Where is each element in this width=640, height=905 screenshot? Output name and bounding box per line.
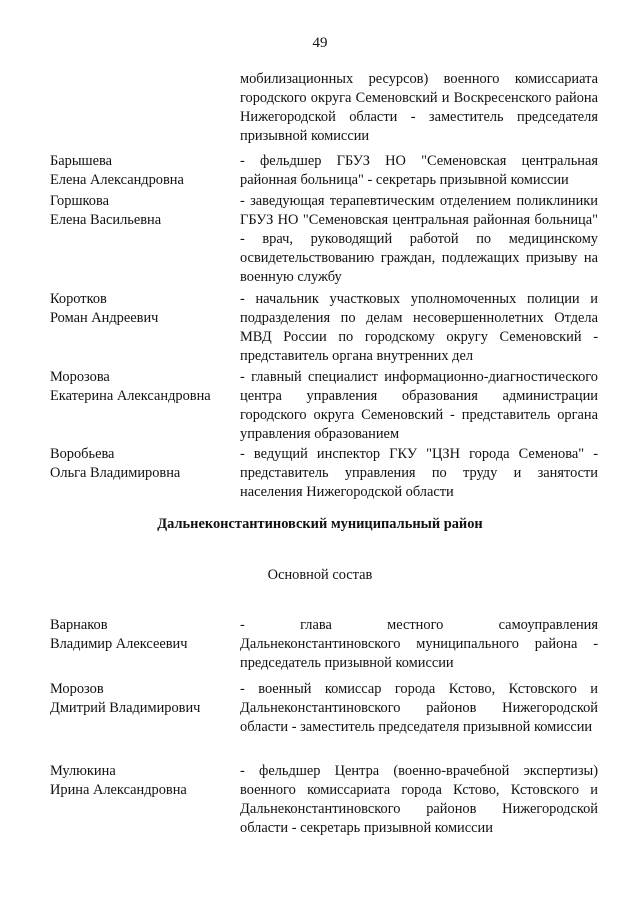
- member-given-names: Екатерина Александровна: [50, 388, 211, 404]
- member-given-names: Ирина Александровна: [50, 782, 187, 798]
- member-given-names: Роман Андреевич: [50, 310, 159, 326]
- member-role: - начальник участковых уполномоченных полиции и подразделения по делам несовершеннолетних Отдела МВД России по городскому округу Семеновский - представитель органа внутренних дел: [240, 291, 598, 364]
- subsection-title: Основной состав: [267, 567, 373, 583]
- member-name: [50, 290, 235, 328]
- member-name: [50, 680, 235, 718]
- member-role: - глава местного самоуправления Дальнеконстантиновского муниципального района - председатель призывной комиссии: [240, 617, 598, 671]
- section-title: Дальнеконстантиновский муниципальный район: [157, 516, 483, 532]
- member-surname: Морозов: [50, 681, 104, 697]
- member-role: - фельдшер Центра (военно-врачебной экспертизы) военного комиссариата города Кстово, Кстовского и Дальнеконстантиновского районов Нижегородской области - секретарь призывной комиссии: [240, 763, 598, 836]
- member-given-names: Дмитрий Владимирович: [50, 700, 201, 716]
- member-surname: Горшкова: [50, 193, 109, 209]
- member-name: [50, 368, 235, 406]
- member-name: [50, 152, 235, 190]
- member-given-names: Елена Александровна: [50, 172, 184, 188]
- member-name: [50, 616, 235, 654]
- member-given-names: Елена Васильевна: [50, 212, 162, 228]
- member-name: [50, 192, 235, 230]
- member-name: [50, 445, 235, 483]
- member-surname: Морозова: [50, 369, 110, 385]
- member-role: - ведущий инспектор ГКУ "ЦЗН города Семенова" - представитель управления по труду и занятости населения Нижегородской области: [240, 446, 598, 500]
- member-name: [50, 762, 235, 800]
- member-surname: Барышева: [50, 153, 112, 169]
- continuation-role: мобилизационных ресурсов) военного комиссариата городского округа Семеновский и Воскресенского района Нижегородской области - заместитель председателя призывной комиссии: [240, 71, 598, 144]
- member-surname: Мулюкина: [50, 763, 116, 779]
- member-role: - военный комиссар города Кстово, Кстовского и Дальнеконстантиновского районов Нижегородской области - заместитель председателя призывной комиссии: [240, 681, 598, 735]
- member-given-names: Ольга Владимировна: [50, 465, 181, 481]
- member-role: - главный специалист информационно-диагностического центра управления образования администрации городского округа Семеновский - представитель органа управления образованием: [240, 369, 598, 442]
- member-role: - заведующая терапевтическим отделением поликлиники ГБУЗ НО "Семеновская центральная районная больница" - врач, руководящий работой по медицинскому освидетельствованию граждан, подлежащих призыву на военную службу: [240, 193, 598, 285]
- member-given-names: Владимир Алексеевич: [50, 636, 188, 652]
- member-role: - фельдшер ГБУЗ НО "Семеновская центральная районная больница" - секретарь призывной комиссии: [240, 153, 598, 188]
- member-surname: Коротков: [50, 291, 107, 307]
- page-number: 49: [312, 35, 328, 51]
- member-surname: Варнаков: [50, 617, 108, 633]
- member-surname: Воробьева: [50, 446, 115, 462]
